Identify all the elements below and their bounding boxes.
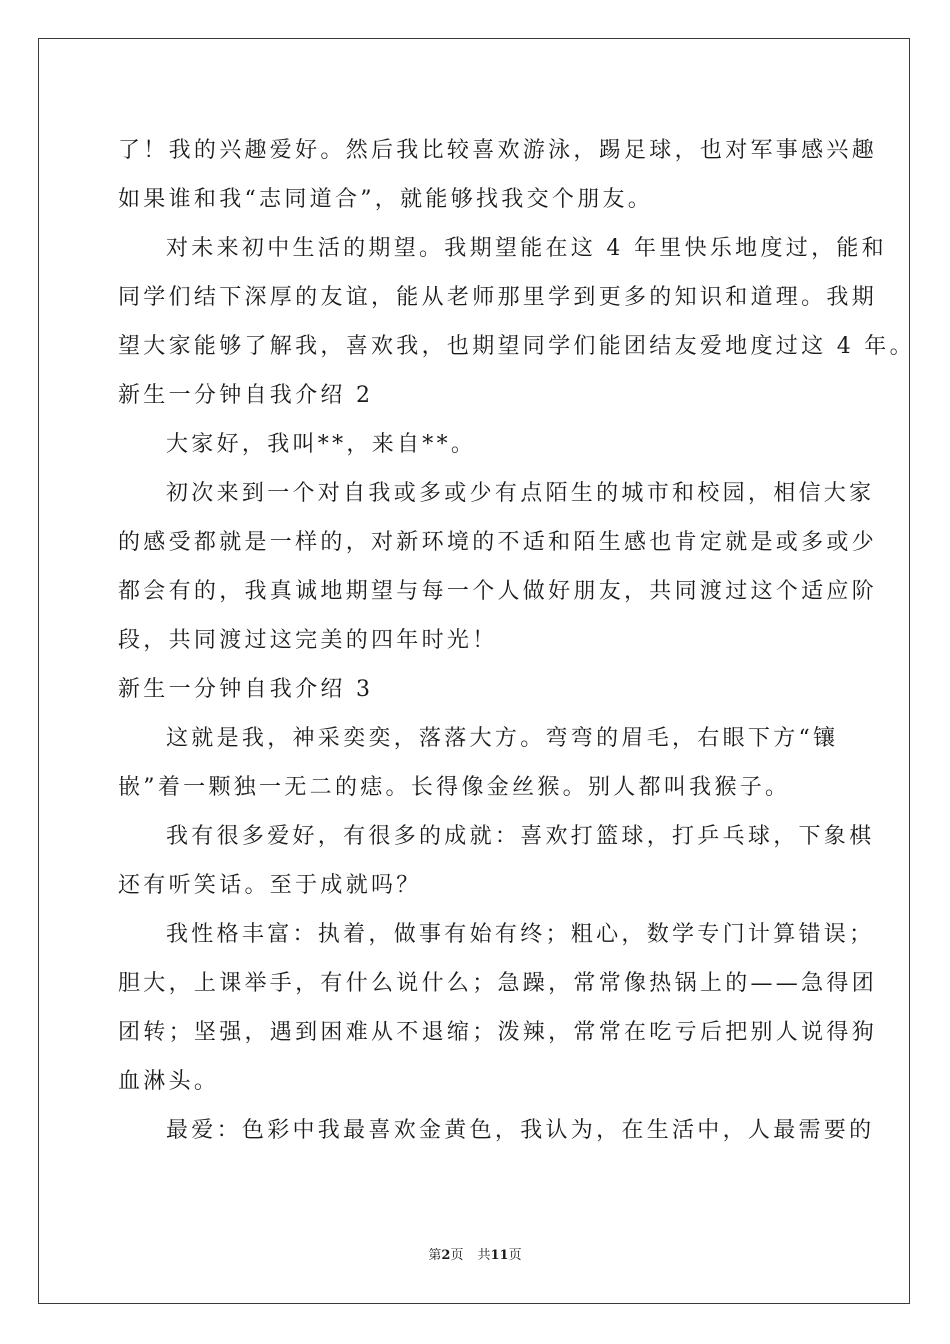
total-suffix: 页: [508, 1248, 522, 1263]
paragraph-line: 血淋头。: [118, 1069, 220, 1094]
total-page-number: 11: [490, 1248, 509, 1263]
paragraph-line: 段，共同渡过这完美的四年时光！: [118, 628, 498, 653]
paragraph-line: 了！我的兴趣爱好。然后我比较喜欢游泳，踢足球，也对军事感兴趣: [118, 138, 878, 163]
paragraph-line: 如果谁和我“志同道合”，就能够找我交个朋友。: [118, 187, 654, 212]
paragraph-line: 望大家能够了解我，喜欢我，也期望同学们能团结友爱地度过这 4 年。: [118, 334, 915, 359]
paragraph-line: 团转；坚强，遇到困难从不退缩；泼辣，常常在吃亏后把别人说得狗: [118, 1020, 878, 1045]
paragraph-line: 我有很多爱好，有很多的成就：喜欢打篮球，打乒乓球，下象棋: [166, 824, 875, 849]
page-suffix: 页: [450, 1248, 464, 1263]
paragraph-line: 的感受都就是一样的，对新环境的不适和陌生感也肯定就是或多或少: [118, 530, 878, 555]
page-footer: [0, 1247, 950, 1265]
current-page-number: 2: [441, 1248, 451, 1263]
paragraph-line: 都会有的，我真诚地期望与每一个人做好朋友，共同渡过这个适应阶: [118, 579, 878, 604]
section-heading: 新生一分钟自我介绍 3: [118, 677, 374, 702]
total-prefix: 共: [477, 1248, 491, 1263]
paragraph-line: 还有听笑话。至于成就吗？: [118, 873, 422, 898]
page-prefix: 第: [428, 1248, 442, 1263]
paragraph-line: 这就是我，神采奕奕，落落大方。弯弯的眉毛，右眼下方“镶: [166, 726, 839, 751]
paragraph-line: 嵌”着一颗独一无二的痣。长得像金丝猴。别人都叫我猴子。: [118, 775, 791, 800]
paragraph-line: 胆大，上课举手，有什么说什么；急躁，常常像热锅上的——急得团: [118, 971, 878, 996]
paragraph-line: 同学们结下深厚的友谊，能从老师那里学到更多的知识和道理。我期: [118, 285, 878, 310]
document-body: [118, 126, 915, 1155]
paragraph-line: 大家好，我叫**，来自**。: [166, 432, 477, 457]
paragraph-line: 最爱：色彩中我最喜欢金黄色，我认为，在生活中，人最需要的: [166, 1118, 875, 1143]
paragraph-line: 我性格丰富：执着，做事有始有终；粗心，数学专门计算错误；: [166, 922, 875, 947]
section-heading: 新生一分钟自我介绍 2: [118, 383, 374, 408]
paragraph-line: 初次来到一个对自我或多或少有点陌生的城市和校园，相信大家: [166, 481, 875, 506]
paragraph-line: 对未来初中生活的期望。我期望能在这 4 年里快乐地度过，能和: [166, 236, 887, 261]
